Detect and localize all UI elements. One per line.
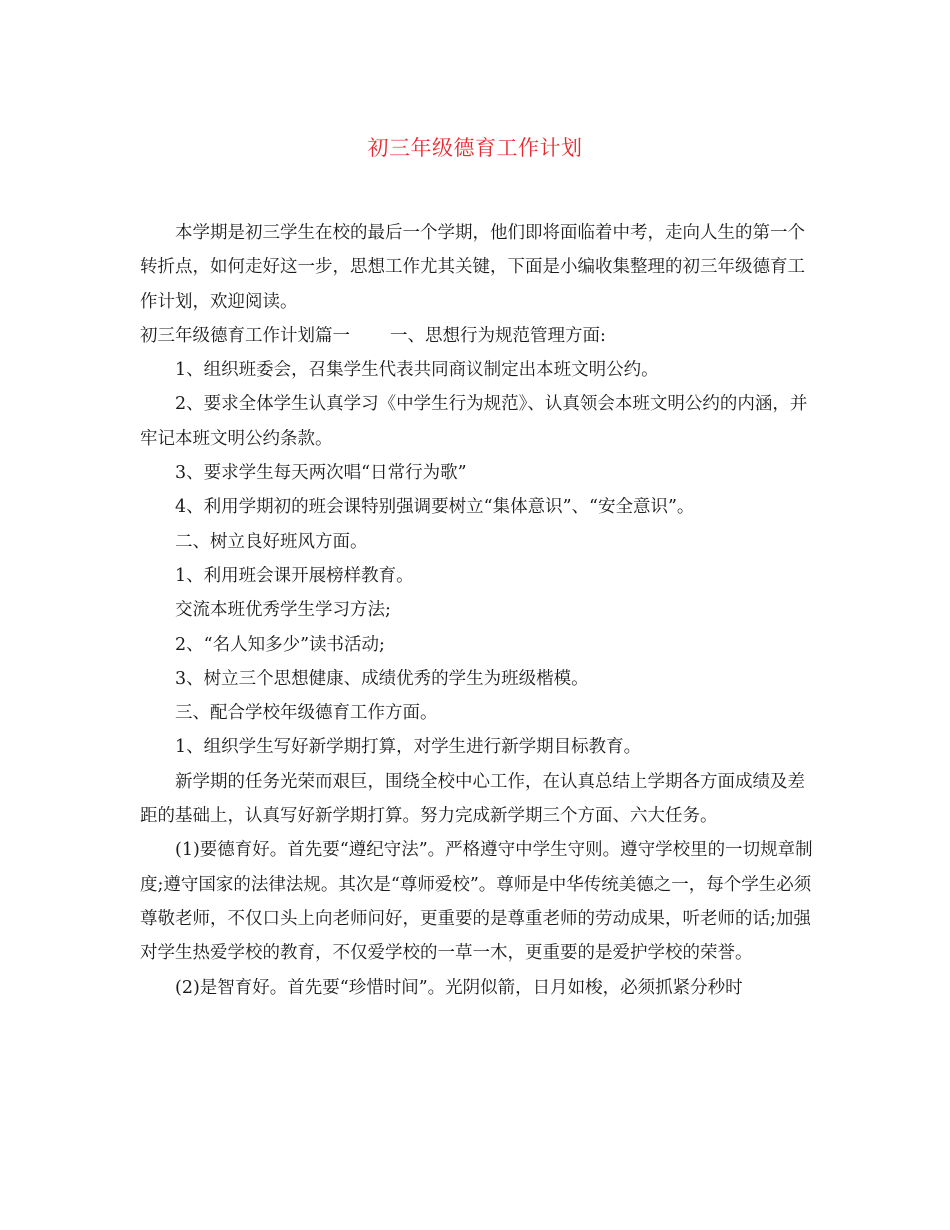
paragraph: 新学期的任务光荣而艰巨，围绕全校中心工作，在认真总结上学期各方面成绩及差距的基础上，认真写好新学期打算。努力完成新学期三个方面、六大任务。 <box>140 771 805 827</box>
paragraph: 2、要求全体学生认真学习《中学生行为规范》、认真领会本班文明公约的内涵，并牢记本班文明公约条款。 <box>140 394 808 449</box>
document-title: 初三年级德育工作计划 <box>367 136 583 160</box>
document-body <box>140 216 816 1005</box>
paragraph: 1、组织班委会，召集学生代表共同商议制定出本班文明公约。 <box>175 360 659 381</box>
paragraph: (2)是智育好。首先要“珍惜时间”。光阴似箭，日月如梭，必须抓紧分秒时 <box>175 977 743 998</box>
section-label: 初三年级德育工作计划篇一 <box>140 325 350 346</box>
paragraph: 3、树立三个思想健康、成绩优秀的学生为班级楷模。 <box>175 668 589 689</box>
paragraph: (1)要德育好。首先要“遵纪守法”。严格遵守中学生守则。遵守学校里的一切规章制度;遵守国家的法律法规。其次是“尊师爱校”。尊师是中华传统美德之一，每个学生必须尊敬老师，不仅口头上向老师问好，更重要的是尊重老师的劳动成果，听老师的话;加强对学生热爱学校的教育，不仅爱学校的一草一木，更重要的是爱护学校的荣誉。 <box>140 840 813 964</box>
section-heading-2: 二、树立良好班风方面。 <box>175 531 368 552</box>
paragraph: 3、要求学生每天两次唱“日常行为歌” <box>175 463 467 484</box>
section-heading-3: 三、配合学校年级德育工作方面。 <box>175 703 438 724</box>
section-heading: 一、思想行为规范管理方面: <box>390 325 606 346</box>
paragraph: 交流本班优秀学生学习方法; <box>175 600 391 621</box>
paragraph: 1、利用班会课开展榜样教育。 <box>175 565 414 586</box>
paragraph: 4、利用学期初的班会课特别强调要树立“集体意识”、“安全意识”。 <box>175 497 695 518</box>
intro-paragraph: 本学期是初三学生在校的最后一个学期，他们即将面临着中考，走向人生的第一个转折点，如何走好这一步，思想工作尤其关键，下面是小编收集整理的初三年级德育工作计划，欢迎阅读。 <box>140 223 805 312</box>
paragraph: 1、组织学生写好新学期打算，对学生进行新学期目标教育。 <box>175 737 642 758</box>
section-line <box>140 319 816 353</box>
paragraph: 2、“名人知多少”读书活动; <box>175 634 385 655</box>
